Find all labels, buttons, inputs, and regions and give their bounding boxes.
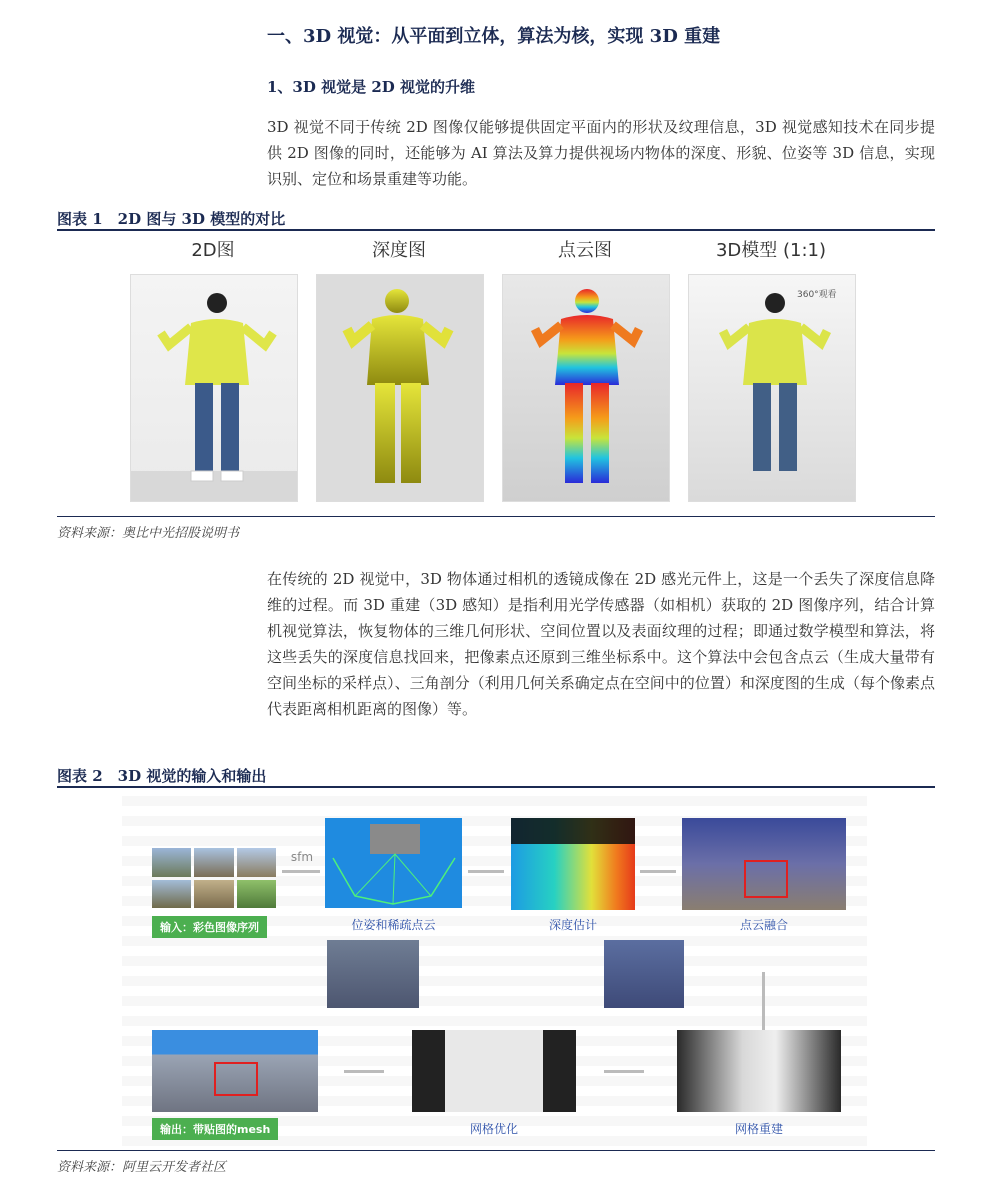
caption-mesh-reconstruction: 网格重建 [734,1122,783,1136]
arrow-to-optimization [604,1070,644,1073]
mesh-reconstruction-image [677,1030,841,1112]
figure1-source: 资料来源：奥比中光招股说明书 [57,526,240,541]
figure1-image-pointcloud [502,274,670,502]
arrow-down-to-mesh [762,972,765,1032]
view-360-badge: 360°观看 [797,290,837,300]
figure2-top-rule [57,786,935,788]
input-label: 输入：彩色图像序列 [152,916,267,938]
output-label: 输出：带贴图的mesh [152,1118,278,1140]
caption-mesh-optimization: 网格优化 [469,1122,518,1136]
depth-estimation-image [511,818,635,910]
subsection-title: 1、3D 视觉是 2D 视觉的升维 [267,78,475,96]
figure2-source: 资料来源：阿里云开发者社区 [57,1160,227,1175]
figure1-label: 图表 1 2D 图与 3D 模型的对比 [57,210,286,228]
figure1-col-pointcloud: 点云图 [558,240,612,261]
figure1-image-depth [316,274,484,502]
figure1-bottom-rule [57,516,935,517]
sparse-pointcloud-image [325,818,462,908]
figure1-image-3dmodel [688,274,856,502]
texture-detail-image [327,940,419,1008]
paragraph-reconstruction: 在传统的 2D 视觉中，3D 物体通过相机的透镜成像在 2D 感光元件上，这是一个丢失了深度信息降维的过程。而 3D 重建（3D 感知）是指利用光学传感器（如相机）获取的 2D 图像序列，结合计算机视觉算法，恢复物体的三维几何形状、空间位置以及表面纹理的过程；即通过数学模型和算法，将这些丢失的深度信息找回来，把像素点还原到三维坐标系中。这个算法中会包含点云（生成大量带有空间坐标的采样点）、三角剖分（利用几何关系确定点在空间中的位置）和深度图的生成（每个像素点代表距离相机距离的图像）等。 [267,570,935,718]
figure1-col-2d: 2D图 [191,240,235,261]
output-mesh-image [152,1030,318,1112]
section-title: 一、3D 视觉：从平面到立体，算法为核，实现 3D 重建 [267,26,721,47]
figure1-image-2d [130,274,298,502]
sfm-label: sfm [290,850,314,864]
arrow-to-fusion [640,870,676,873]
caption-sparse-pointcloud: 位姿和稀疏点云 [351,918,436,932]
paragraph-intro: 3D 视觉不同于传统 2D 图像仅能够提供固定平面内的形状及纹理信息，3D 视觉感知技术在同步提供 2D 图像的同时，还能够为 AI 算法及算力提供视场内物体的深度、形貌、位姿等 3D 信息，实现识别、定位和场景重建等功能。 [267,118,935,188]
input-image-grid [152,848,276,908]
figure1-top-rule [57,229,935,231]
fusion-detail-image [604,940,684,1008]
mesh-optimization-image [412,1030,576,1112]
pointcloud-fusion-image [682,818,846,910]
figure2-panel [122,792,867,1146]
figure1-panel [57,232,935,512]
arrow-to-output [344,1070,384,1073]
figure1-col-depth: 深度图 [372,240,426,261]
figure2-bottom-rule [57,1150,935,1151]
caption-pointcloud-fusion: 点云融合 [739,918,788,932]
figure1-col-3dmodel: 3D模型 (1:1) [715,240,827,261]
caption-depth-estimation: 深度估计 [548,918,597,932]
arrow-to-depth [468,870,504,873]
arrow-sfm [282,870,320,873]
figure2-label: 图表 2 3D 视觉的输入和输出 [57,767,267,785]
